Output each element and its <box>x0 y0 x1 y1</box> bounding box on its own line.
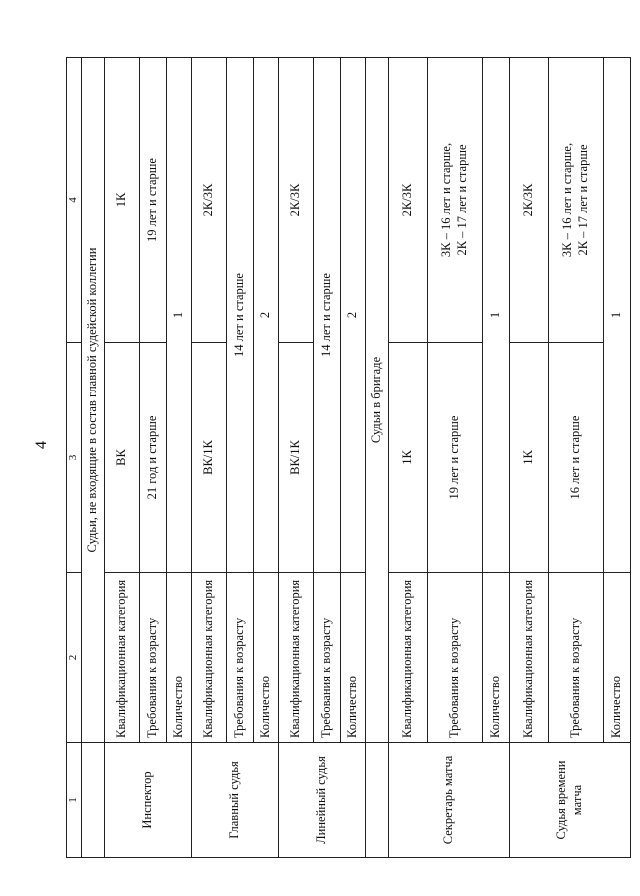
cell-value: 1 <box>603 58 630 573</box>
row-label: Квалификационная категория <box>104 573 139 743</box>
section-title: Судьи, не входящие в состав главной судейской коллегии <box>81 58 104 743</box>
cell-value <box>548 58 603 343</box>
cell-value: 16 лет и старше <box>548 343 603 573</box>
row-label: Квалификационная категория <box>388 573 427 743</box>
row-label: Требования к возрасту <box>548 573 603 743</box>
cell-value: 14 лет и старше <box>226 58 253 573</box>
cell-value: 1К <box>388 343 427 573</box>
role-name: Главный судья <box>191 743 278 858</box>
row-label: Требования к возрасту <box>226 573 253 743</box>
cell-value: ВК/1К <box>278 343 313 573</box>
row-label: Требования к возрасту <box>427 573 482 743</box>
cell-value <box>427 58 482 343</box>
row-label: Количество <box>253 573 278 743</box>
cell-value: 2 <box>253 58 278 573</box>
column-number-row <box>67 58 82 858</box>
row-label: Требования к возрасту <box>139 573 166 743</box>
referee-requirements-table <box>66 57 631 858</box>
role-name: Линейный судья <box>278 743 365 858</box>
col-number: 4 <box>67 58 82 343</box>
age-line: 2К – 17 лет и старше <box>454 144 469 256</box>
col-number: 1 <box>67 743 82 858</box>
role-name: Секретарь матча <box>388 743 509 858</box>
role-name: Судья времени матча <box>509 743 630 858</box>
row-label: Квалификационная категория <box>509 573 548 743</box>
row-label: Количество <box>340 573 365 743</box>
col-number: 2 <box>67 573 82 743</box>
row-label: Требования к возрасту <box>313 573 340 743</box>
cell-value: ВК <box>104 343 139 573</box>
cell-value: 2К/3К <box>388 58 427 343</box>
cell-value: 1К <box>104 58 139 343</box>
cell-value: 1 <box>166 58 191 573</box>
row-label: Количество <box>482 573 509 743</box>
age-line: 3К – 16 лет и старше, <box>439 142 454 258</box>
cell-value: 1 <box>482 58 509 573</box>
row-label: Квалификационная категория <box>191 573 226 743</box>
cell-value: 14 лет и старше <box>313 58 340 573</box>
col-number: 3 <box>67 343 82 573</box>
cell-value: 21 год и старше <box>139 343 166 573</box>
cell-value: 2К/3К <box>191 58 226 343</box>
cell-value: 19 лет и старше <box>139 58 166 343</box>
page-number: 4 <box>33 441 50 449</box>
cell-value: 19 лет и старше <box>427 343 482 573</box>
cell-value: 2 <box>340 58 365 573</box>
role-name: Инспектор <box>104 743 191 858</box>
cell-value: 2К/3К <box>278 58 313 343</box>
cell-value: ВК/1К <box>191 343 226 573</box>
cell-value: 2К/3К <box>509 58 548 343</box>
cell-value: 1К <box>509 343 548 573</box>
rotated-sheet <box>66 58 623 858</box>
age-line: 2К – 17 лет и старше <box>575 144 590 256</box>
row-label: Квалификационная категория <box>278 573 313 743</box>
row-label: Количество <box>166 573 191 743</box>
section-title: Судьи в бригаде <box>365 58 388 743</box>
row-label: Количество <box>603 573 630 743</box>
age-line: 3К – 16 лет и старше, <box>560 142 575 258</box>
